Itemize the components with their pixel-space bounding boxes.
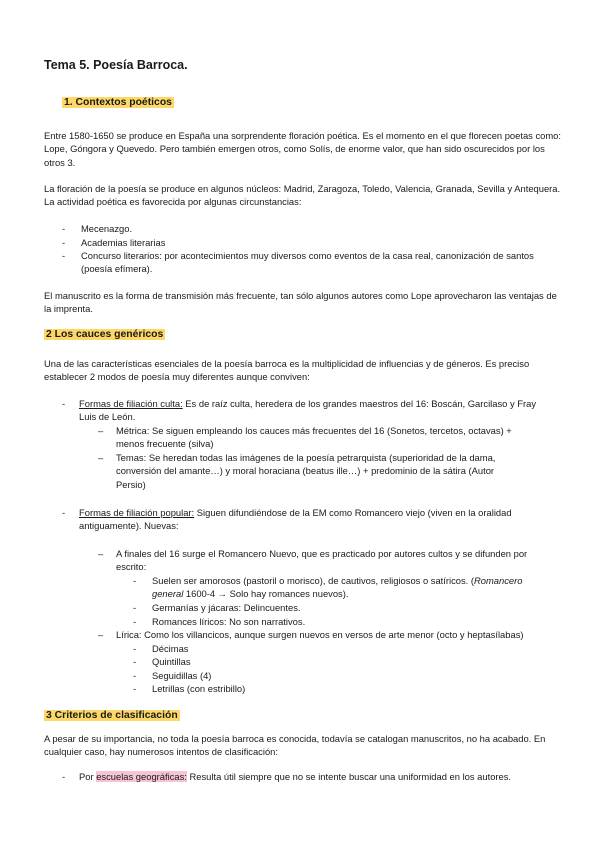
subsub-bullet-dash: -: [133, 656, 137, 667]
rom-sub1-italic: Romancero general: [152, 575, 523, 600]
escuelas-highlight: escuelas geográficas:: [96, 771, 187, 782]
escuelas-description: Resulta útil siempre que no se intente buscar una uniformidad en los autores.: [186, 771, 512, 782]
lirica-text: Lírica: Como los villancicos, aunque surgen nuevos en versos de arte menor (octo y heptasílabas): [116, 629, 524, 640]
paragraph-manuscrito: El manuscrito es la forma de transmisión más frecuente, tan sólo algunos autores como Lope aprovecharon las ventajas de la imprenta.: [44, 290, 557, 315]
heading-cauces: [44, 328, 165, 341]
popular-description: Siguen difundiéndose de la EM como Romancero viejo (viven en la oralidad antiguamente). Nuevas:: [79, 507, 512, 532]
bullet-dash: -: [62, 398, 66, 409]
sub-bullet-dash: –: [98, 629, 104, 640]
culta-text: [79, 397, 541, 424]
romancero-text: A finales del 16 surge el Romancero Nuevo, que es practicado por autores cultos y se difunden por escrito:: [116, 548, 528, 573]
rom-sub1-end: 1600-4 → Solo hay romances nuevos).: [183, 588, 349, 600]
escuelas-prefix: Por: [79, 771, 97, 782]
subsub-bullet-dash: -: [133, 642, 137, 654]
culta-label: Formas de filiación culta:: [79, 398, 183, 409]
list-item-text: Academias literarias: [81, 236, 166, 248]
paragraph-multiplicidad: Una de las características esenciales de la poesía barroca es la multiplicidad de influencias y de géneros. Es preciso establecer 2 modos de poesía muy diferentes aunque conviven:: [44, 358, 530, 383]
sub-bullet-dash: –: [98, 452, 104, 463]
subsub-bullet-dash: -: [133, 683, 137, 694]
rom-sub1-start: Suelen ser amorosos (pastoril o morisco), de cautivos, religiosos o satíricos. (: [152, 575, 475, 586]
list-item-text: [152, 574, 542, 601]
list-item-text: Romances líricos: No son narrativos.: [152, 615, 306, 627]
subsub-bullet-dash: -: [133, 615, 137, 627]
subsub-bullet-dash: -: [133, 602, 137, 613]
bullet-dash: -: [62, 507, 66, 518]
escuelas-text: [79, 770, 549, 783]
list-item-text: Germanías y jácaras: Delincuentes.: [152, 602, 301, 613]
paragraph-intro: Entre 1580-1650 se produce en España una sorprendente floración poética. Es el momento en el que florecen poetas como: Lope, Góngora y Quevedo. Pero también emergen otros, como Solís, de enorme valor, que han sido oscurecidos por los otros 3.: [44, 130, 562, 168]
subsub-bullet-dash: -: [133, 669, 137, 681]
doc-title: Tema 5. Poesía Barroca.: [44, 58, 188, 72]
paragraph-clasificacion: A pesar de su importancia, no toda la poesía barroca es conocida, todavía se catalogan manuscritos, no ha acabado. En cualquier caso, hay numerosos intentos de clasificación:: [44, 733, 546, 758]
heading-criterios: [44, 709, 180, 722]
popular-text: [79, 506, 549, 533]
sub-bullet-dash: –: [98, 425, 104, 436]
list-item-text: Temas: Se heredan todas las imágenes de la poesía petrarquista (superioridad de la dama, conversión del amante…) y moral horaciana (beatus ille…) + predominio de la sátira (Autor Persio): [116, 452, 496, 490]
heading-contextos-text: 1. Contextos poéticos: [64, 97, 172, 108]
paragraph-nucleos: La floración de la poesía se produce en algunos núcleos: Madrid, Zaragoza, Toledo, Valencia, Granada, Sevilla y Antequera. La actividad poética es favorecida por algunas circunstancias:: [44, 183, 561, 208]
list-item-text: Seguidillas (4): [152, 669, 212, 681]
bullet-dash: -: [62, 250, 66, 261]
list-item-text: Mecenazgo.: [81, 223, 133, 234]
sub-bullet-dash: –: [98, 548, 104, 559]
popular-label: Formas de filiación popular:: [79, 507, 195, 518]
list-item-text: Décimas: [152, 642, 189, 654]
bullet-dash: -: [62, 236, 66, 248]
list-item-text: Letrillas (con estribillo): [152, 683, 246, 694]
culta-description: Es de raíz culta, heredera de los grandes maestros del 16: Boscán, Garcilaso y Fray Luis de León.: [79, 398, 537, 423]
heading-cauces-text: 2 Los cauces genéricos: [46, 329, 164, 340]
bullet-dash: -: [62, 223, 66, 234]
bullet-dash: -: [62, 771, 66, 782]
list-item-text: Quintillas: [152, 656, 191, 667]
list-item-text: Concurso literarios: por acontecimientos muy diversos como eventos de la casa real, canonización de santos (poesía efímera).: [81, 250, 534, 275]
subsub-bullet-dash: -: [133, 575, 137, 586]
heading-criterios-text: 3 Criterios de clasificación: [46, 710, 178, 721]
list-item-text: Métrica: Se siguen empleando los cauces más frecuentes del 16 (Sonetos, tercetos, octavas) + menos frecuente (silva): [116, 425, 512, 450]
heading-contextos: [62, 96, 174, 109]
